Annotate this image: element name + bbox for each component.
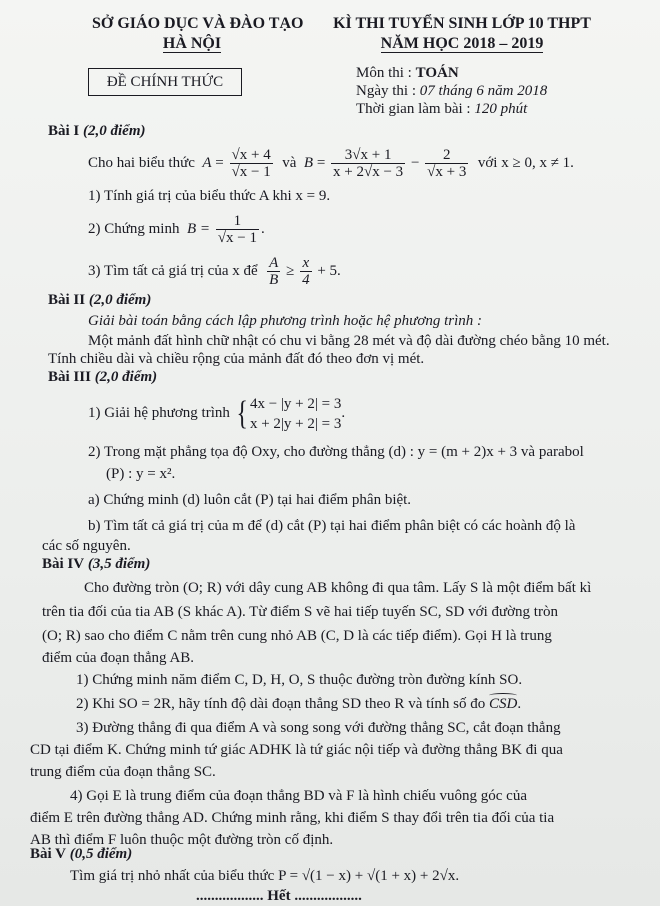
section-4-q1: 1) Chứng minh năm điểm C, D, H, O, S thuộc đường tròn đường kính SO.	[76, 672, 523, 688]
section-2-line2: Tính chiều dài và chiều rộng của mảnh đất đó theo đơn vị mét.	[48, 351, 425, 367]
section-3-title: Bài III (2,0 điểm)	[48, 369, 158, 385]
section-4-q2: 2) Khi SO = 2R, hãy tính độ dài đoạn thẳng SD theo R và tính số đo CSD.	[76, 696, 522, 712]
section-2-title: Bài II (2,0 điểm)	[48, 292, 152, 308]
section-4-q3-line2: CD tại điểm K. Chứng minh tứ giác ADHK là tứ giác nội tiếp và đường thẳng BK đi qua	[30, 742, 563, 758]
section-4-q4-line1: 4) Gọi E là trung điểm của đoạn thẳng BD và F là hình chiếu vuông góc của	[70, 788, 527, 804]
angle-arc: CSD	[489, 696, 518, 712]
expr-A: $\frac{√x + 4}{√x - 1}$	[231, 147, 271, 181]
date-line: Ngày thi : 07 tháng 6 năm 2018	[356, 83, 548, 99]
subject-value: TOÁN	[415, 65, 459, 81]
section-2-line1: Một mảnh đất hình chữ nhật có chu vi bằng 28 mét và độ dài đường chéo bằng 10 mét.	[88, 333, 610, 349]
end-marker: .................. Hết ..................	[196, 888, 362, 904]
section-3-q1: 1) Giải hệ phương trình { 4x − |y + 2| = 3 x + 2|y + 2| = 3 .	[88, 394, 346, 432]
section-4-p4: điểm của đoạn thẳng AB.	[42, 650, 195, 666]
section-5-title: Bài V (0,5 điểm)	[30, 846, 133, 862]
department-name: SỞ GIÁO DỤC VÀ ĐÀO TẠO	[92, 15, 304, 32]
exam-name: KÌ THI TUYỂN SINH LỚP 10 THPT	[333, 15, 591, 32]
official-badge: ĐỀ CHÍNH THỨC	[88, 68, 242, 96]
section-3-q2-line1: 2) Trong mặt phẳng tọa độ Oxy, cho đường thẳng (d) : y = (m + 2)x + 3 và parabol	[88, 444, 584, 460]
section-4-p1: Cho đường tròn (O; R) với dây cung AB không đi qua tâm. Lấy S là một điểm bất kì	[84, 580, 592, 596]
expr-B-term1: $\frac{3√x + 1}{x + 2√x - 3}$	[333, 147, 404, 181]
section-1-given: Cho hai biểu thức A = $\frac{√x + 4}{√x - 1}$ và B = $\frac{3√x + 1}{x + 2√x - 3}$ − $\frac{2}{√x + 3}$ với x ≥ 0, x ≠ 1.	[88, 147, 574, 181]
section-3-qb-line1: b) Tìm tất cả giá trị của m để (d) cắt (P) tại hai điểm phân biệt có các hoành độ là	[88, 518, 576, 534]
section-4-q4-line3: AB thì điểm F luôn thuộc một đường tròn cố định.	[30, 832, 334, 848]
equation-system: 4x − |y + 2| = 3 x + 2|y + 2| = 3	[249, 395, 342, 432]
time-value: 120 phút	[474, 101, 528, 117]
expr-B-term2: $\frac{2}{√x + 3}$	[427, 147, 467, 181]
section-4-q4-line2: điểm E trên đường thẳng AD. Chứng minh rằng, khi điểm S thay đổi trên tia đối của tia	[30, 810, 555, 826]
section-4-title: Bài IV (3,5 điểm)	[42, 556, 151, 572]
section-4-q3-line3: trung điểm của đoạn thẳng SC.	[30, 764, 216, 780]
section-4-p3: (O; R) sao cho điểm C nằm trên cung nhỏ AB (C, D là các tiếp điểm). Gọi H là trung	[42, 628, 552, 644]
section-4-q3-line1: 3) Đường thẳng đi qua điểm A và song song với đường thẳng SC, cắt đoạn thẳng	[76, 720, 561, 736]
section-2-instruction: Giải bài toán bằng cách lập phương trình hoặc hệ phương trình :	[88, 313, 483, 329]
school-year: NĂM HỌC 2018 – 2019	[380, 35, 544, 52]
section-1-q1: 1) Tính giá trị của biểu thức A khi x = 9.	[88, 188, 331, 204]
section-4-p2: trên tia đối của tia AB (S khác A). Từ điểm S vẽ hai tiếp tuyến SC, SD với đường tròn	[42, 604, 558, 620]
section-3-qb-line2: các số nguyên.	[42, 538, 131, 554]
city-name: HÀ NỘI	[162, 35, 222, 52]
section-3-qa: a) Chứng minh (d) luôn cắt (P) tại hai điểm phân biệt.	[88, 492, 412, 508]
exam-header	[312, 14, 612, 54]
time-line: Thời gian làm bài : 120 phút	[356, 101, 528, 117]
section-1-q3: 3) Tìm tất cả giá trị của x để $\frac{A}{B}$ ≥ $\frac{x}{4}$ + 5.	[88, 255, 341, 289]
subject-line: Môn thi : TOÁN	[356, 65, 459, 81]
department-header	[92, 14, 304, 54]
section-5-line: Tìm giá trị nhỏ nhất của biểu thức P = √(1 − x) + √(1 + x) + 2√x.	[70, 868, 460, 884]
section-1-q2: 2) Chứng minh B = $\frac{1}{√x - 1}$ .	[88, 213, 265, 247]
date-value: 07 tháng 6 năm 2018	[419, 83, 548, 99]
section-3-q2-line2: (P) : y = x².	[106, 466, 176, 482]
system-brace: {	[236, 394, 248, 432]
section-1-title: Bài I (2,0 điểm)	[48, 123, 146, 139]
